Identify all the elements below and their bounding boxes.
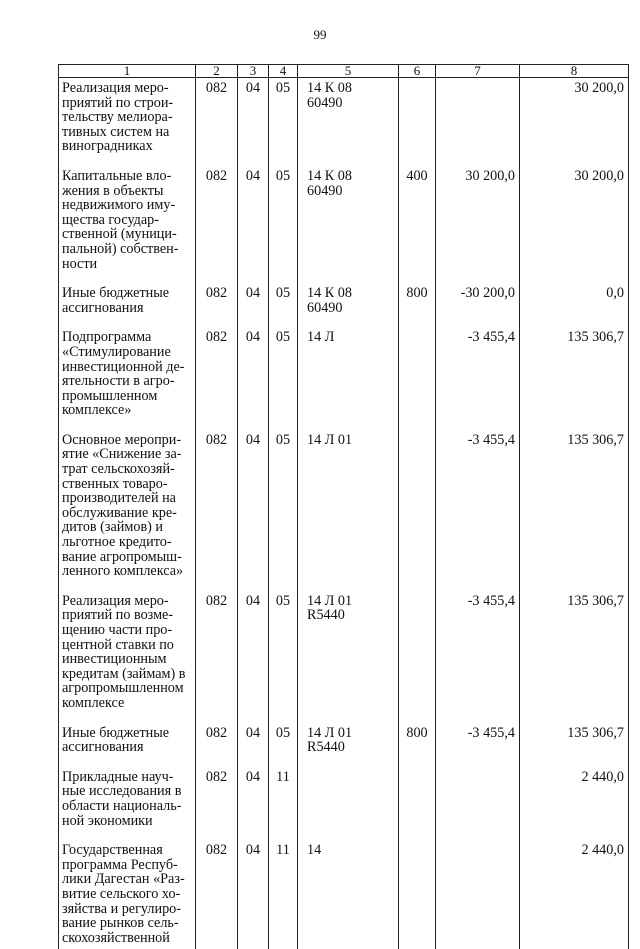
cell-section: 04 xyxy=(238,78,269,169)
table-row xyxy=(59,286,629,330)
column-header: 6 xyxy=(399,65,436,78)
cell-section: 04 xyxy=(238,330,269,433)
cell-subsection: 05 xyxy=(269,433,298,594)
cell-subsection: 05 xyxy=(269,286,298,330)
cell-total-amount: 135 306,7 xyxy=(520,433,629,594)
cell-name: Иные бюджетные ассигнования xyxy=(59,726,196,770)
cell-target-code: 14 К 08 60490 xyxy=(298,286,399,330)
cell-name: Капитальные вло- жения в объекты недвижимого иму- щества государ- ственной (муници- пальной) собствен- ности xyxy=(59,169,196,286)
cell-target-code: 14 К 08 60490 xyxy=(298,78,399,169)
table-row xyxy=(59,330,629,433)
cell-expense-type xyxy=(399,433,436,594)
cell-section: 04 xyxy=(238,770,269,843)
cell-subsection: 05 xyxy=(269,726,298,770)
cell-target-code: 14 xyxy=(298,843,399,949)
cell-expense-type xyxy=(399,78,436,169)
cell-change-amount: -3 455,4 xyxy=(436,726,520,770)
cell-name: Иные бюджетные ассигнования xyxy=(59,286,196,330)
cell-target-code: 14 К 08 60490 xyxy=(298,169,399,286)
cell-expense-type: 800 xyxy=(399,286,436,330)
cell-ministry-code: 082 xyxy=(196,726,238,770)
cell-change-amount xyxy=(436,78,520,169)
cell-total-amount: 30 200,0 xyxy=(520,78,629,169)
cell-section: 04 xyxy=(238,594,269,726)
cell-total-amount: 2 440,0 xyxy=(520,843,629,949)
column-header: 5 xyxy=(298,65,399,78)
cell-expense-type xyxy=(399,843,436,949)
column-header: 7 xyxy=(436,65,520,78)
cell-change-amount: 30 200,0 xyxy=(436,169,520,286)
cell-subsection: 11 xyxy=(269,843,298,949)
header-row xyxy=(59,65,629,78)
table-row xyxy=(59,726,629,770)
cell-section: 04 xyxy=(238,843,269,949)
cell-name: Реализация меро- приятий по строи- тельству мелиора- тивных систем на виноградниках xyxy=(59,78,196,169)
cell-subsection: 05 xyxy=(269,594,298,726)
cell-expense-type xyxy=(399,330,436,433)
budget-table xyxy=(58,64,629,949)
column-header: 8 xyxy=(520,65,629,78)
cell-name: Прикладные науч- ные исследования в области националь- ной экономики xyxy=(59,770,196,843)
cell-ministry-code: 082 xyxy=(196,594,238,726)
cell-subsection: 05 xyxy=(269,169,298,286)
table-row xyxy=(59,594,629,726)
cell-section: 04 xyxy=(238,169,269,286)
table-row xyxy=(59,169,629,286)
cell-subsection: 05 xyxy=(269,78,298,169)
cell-total-amount: 135 306,7 xyxy=(520,726,629,770)
cell-target-code xyxy=(298,770,399,843)
table-row xyxy=(59,433,629,594)
cell-change-amount: -3 455,4 xyxy=(436,594,520,726)
cell-total-amount: 30 200,0 xyxy=(520,169,629,286)
cell-name: Государственная программа Респуб- лики Дагестан «Раз- витие сельского хо- зяйства и регулиро- вание рынков сель- скохозяйственной xyxy=(59,843,196,949)
cell-ministry-code: 082 xyxy=(196,330,238,433)
cell-change-amount: -3 455,4 xyxy=(436,330,520,433)
cell-total-amount: 2 440,0 xyxy=(520,770,629,843)
cell-total-amount: 0,0 xyxy=(520,286,629,330)
cell-target-code: 14 Л 01 R5440 xyxy=(298,726,399,770)
cell-name: Реализация меро- приятий по возме- щению части про- центной ставки по инвестиционным кредитам (займам) в агропромышленном комплексе xyxy=(59,594,196,726)
cell-section: 04 xyxy=(238,433,269,594)
cell-ministry-code: 082 xyxy=(196,770,238,843)
cell-change-amount: -30 200,0 xyxy=(436,286,520,330)
cell-expense-type: 400 xyxy=(399,169,436,286)
cell-ministry-code: 082 xyxy=(196,78,238,169)
cell-expense-type: 800 xyxy=(399,726,436,770)
cell-total-amount: 135 306,7 xyxy=(520,594,629,726)
cell-subsection: 11 xyxy=(269,770,298,843)
cell-name: Подпрограмма «Стимулирование инвестиционной де- ятельности в агро- промышленном комплексе» xyxy=(59,330,196,433)
cell-ministry-code: 082 xyxy=(196,843,238,949)
table-row xyxy=(59,78,629,169)
table-row xyxy=(59,843,629,949)
cell-section: 04 xyxy=(238,726,269,770)
cell-target-code: 14 Л xyxy=(298,330,399,433)
cell-change-amount xyxy=(436,843,520,949)
cell-target-code: 14 Л 01 xyxy=(298,433,399,594)
column-header: 2 xyxy=(196,65,238,78)
table-row xyxy=(59,770,629,843)
column-header: 3 xyxy=(238,65,269,78)
cell-section: 04 xyxy=(238,286,269,330)
column-header: 4 xyxy=(269,65,298,78)
cell-ministry-code: 082 xyxy=(196,433,238,594)
cell-total-amount: 135 306,7 xyxy=(520,330,629,433)
cell-ministry-code: 082 xyxy=(196,286,238,330)
cell-change-amount xyxy=(436,770,520,843)
cell-change-amount: -3 455,4 xyxy=(436,433,520,594)
column-header: 1 xyxy=(59,65,196,78)
cell-expense-type xyxy=(399,594,436,726)
cell-ministry-code: 082 xyxy=(196,169,238,286)
page-number: 99 xyxy=(313,27,327,42)
cell-subsection: 05 xyxy=(269,330,298,433)
cell-target-code: 14 Л 01 R5440 xyxy=(298,594,399,726)
cell-name: Основное меропри- ятие «Снижение за- трат сельскохозяй- ственных товаро- производителей на обслуживание кре- дитов (займов) и льготное кредито- вание агропромыш- ленного комплекса» xyxy=(59,433,196,594)
cell-expense-type xyxy=(399,770,436,843)
